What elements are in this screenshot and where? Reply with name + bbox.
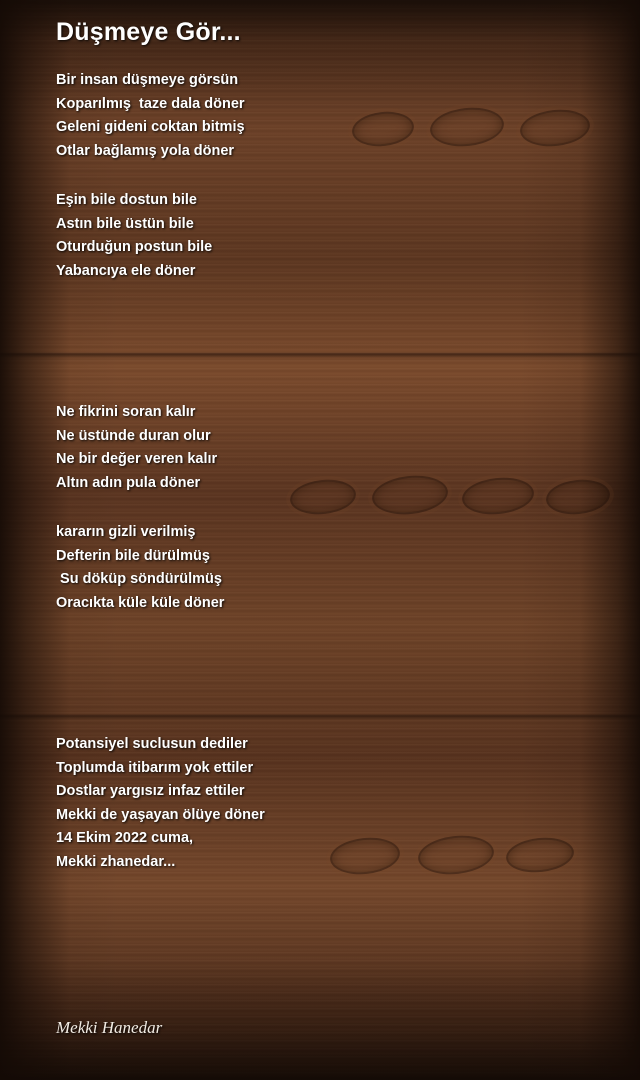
poem-line: Oracıkta küle küle döner bbox=[56, 594, 225, 611]
poem-line: 14 Ekim 2022 cuma, bbox=[56, 830, 194, 846]
poem-line: Toplumda itibarım yok ettiler bbox=[56, 759, 254, 776]
poem-line: kararın gizli verilmiş bbox=[56, 524, 196, 540]
poem-line: Mekki zhanedar... bbox=[56, 853, 176, 870]
poem-line: Otlar bağlamış yola döner bbox=[56, 142, 235, 159]
poem-line: Ne bir değer veren kalır bbox=[56, 451, 218, 467]
poem-line: Koparılmış taze dala döner bbox=[56, 95, 245, 112]
poem-line: Dostlar yargısız infaz ettiler bbox=[56, 783, 245, 799]
poem-author: Mekki Hanedar bbox=[56, 1018, 163, 1037]
poem-line: Astın bile üstün bile bbox=[56, 215, 194, 232]
poem-stanza bbox=[56, 401, 640, 495]
poem-line: Oturduğun postun bile bbox=[56, 239, 213, 255]
poem-line: Ne fikrini soran kalır bbox=[56, 404, 196, 420]
poem-body bbox=[0, 47, 640, 874]
poem-stanza bbox=[56, 189, 640, 283]
poem-stanza bbox=[56, 521, 640, 615]
poem-line: Ne üstünde duran olur bbox=[56, 427, 211, 444]
poem-line: Defterin bile dürülmüş bbox=[56, 547, 210, 564]
poem-line: Potansiyel suclusun dediler bbox=[56, 736, 248, 752]
poem-line: Bir insan düşmeye görsün bbox=[56, 72, 239, 88]
poem-line: Su döküp söndürülmüş bbox=[56, 571, 222, 587]
poem-stanza bbox=[56, 733, 640, 874]
poem-line: Mekki de yaşayan ölüye döner bbox=[56, 806, 265, 823]
poem-line: Altın adın pula döner bbox=[56, 474, 201, 491]
poem-line: Yabancıya ele döner bbox=[56, 262, 196, 279]
poem-line: Eşin bile dostun bile bbox=[56, 192, 197, 208]
poem-stanza bbox=[56, 69, 640, 163]
poem-line: Geleni gideni coktan bitmiş bbox=[56, 119, 245, 135]
page-title: Düşmeye Gör... bbox=[56, 18, 241, 46]
